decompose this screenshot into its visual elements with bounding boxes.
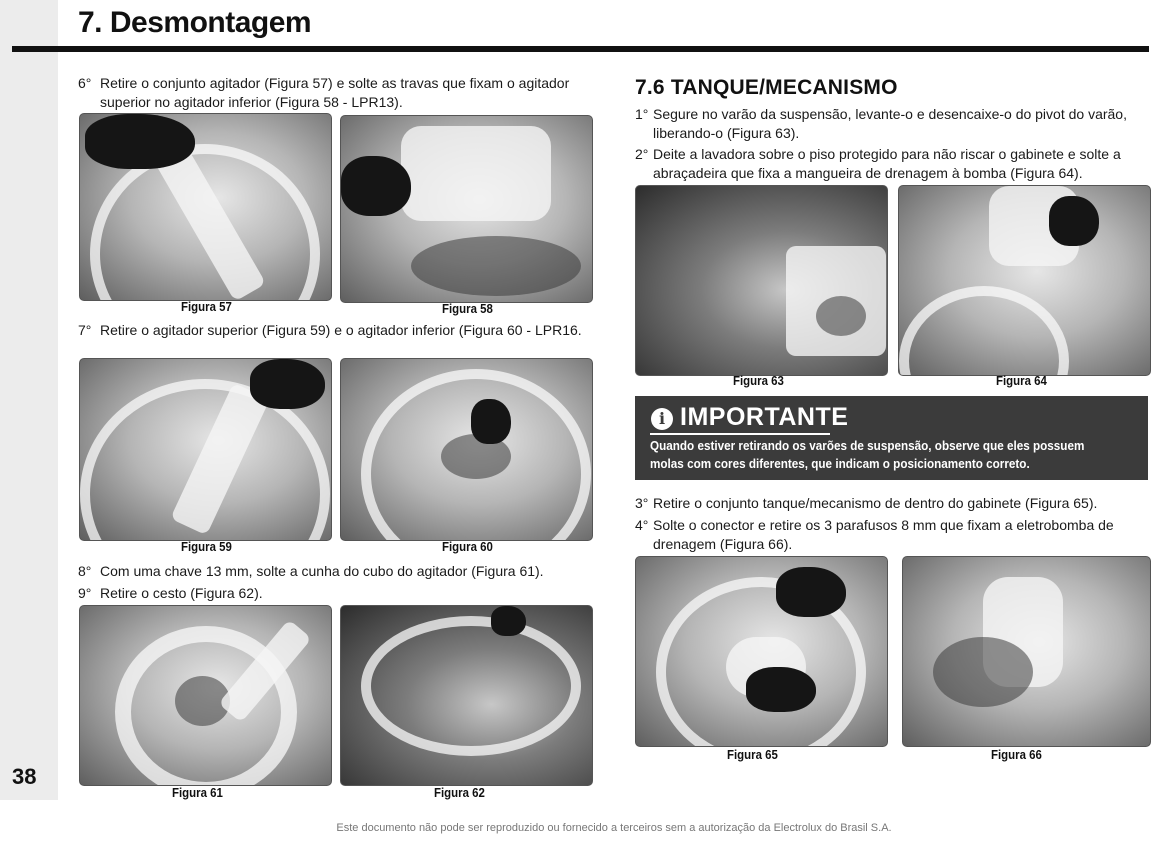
- figure-58-caption: Figura 58: [442, 301, 493, 316]
- step-7: [78, 321, 592, 340]
- figure-64-caption: Figura 64: [996, 373, 1047, 388]
- figure-61-photo: [79, 605, 332, 786]
- figure-66-caption: Figura 66: [991, 747, 1042, 762]
- figure-60-photo: [340, 358, 593, 541]
- figure-59-caption: Figura 59: [181, 539, 232, 554]
- step-number: 3°: [635, 495, 649, 511]
- figure-60-caption: Figura 60: [442, 539, 493, 554]
- important-notice: [635, 396, 1148, 480]
- page-title: 7. Desmontagem: [78, 6, 312, 39]
- figure-63-photo: [635, 185, 888, 376]
- figure-63-caption: Figura 63: [733, 373, 784, 388]
- figure-64-photo: [898, 185, 1151, 376]
- header-divider: [12, 46, 1149, 52]
- figure-58-photo: [340, 115, 593, 303]
- step-number: 2°: [635, 146, 649, 162]
- step-8: [78, 562, 592, 581]
- info-icon: i: [651, 408, 673, 430]
- step-number: 9°: [78, 585, 92, 601]
- step-4: [635, 516, 1150, 554]
- step-9: [78, 584, 592, 603]
- important-underline: [650, 433, 830, 435]
- step-1: [635, 105, 1150, 143]
- step-6: [78, 74, 592, 112]
- figure-66-photo: [902, 556, 1151, 747]
- figure-57-caption: Figura 57: [181, 299, 232, 314]
- page-margin-strip: [0, 0, 58, 800]
- important-title: IMPORTANTE: [680, 403, 849, 431]
- figure-65-photo: [635, 556, 888, 747]
- footer-disclaimer: Este documento não pode ser reproduzido ou fornecido a terceiros sem a autorização da Electrolux do Brasil S.A.: [336, 822, 892, 834]
- step-text: Retire o conjunto agitador (Figura 57) e solte as travas que fixam o agitador superior no agitador inferior (Figura 58 - LPR13).: [100, 75, 570, 110]
- important-text: Quando estiver retirando os varões de suspensão, observe que eles possuem molas com cores diferentes, que indicam o posicionamento correto.: [650, 438, 1085, 471]
- step-number: 7°: [78, 322, 92, 338]
- figure-62-caption: Figura 62: [434, 785, 485, 800]
- figure-65-caption: Figura 65: [727, 747, 778, 762]
- step-text: Segure no varão da suspensão, levante-o e desencaixe-o do pivot do varão, liberando-o (Figura 63).: [653, 106, 1127, 141]
- figure-61-caption: Figura 61: [172, 785, 223, 800]
- step-text: Retire o cesto (Figura 62).: [100, 585, 263, 601]
- page-number: 38: [12, 764, 37, 789]
- step-2: [635, 145, 1150, 183]
- figure-59-photo: [79, 358, 332, 541]
- step-3: [635, 494, 1150, 513]
- section-title: 7.6 TANQUE/MECANISMO: [635, 76, 898, 99]
- step-text: Deite a lavadora sobre o piso protegido para não riscar o gabinete e solte a abraçadeira que fixa a mangueira de drenagem à bomba (Figura 64).: [653, 146, 1121, 181]
- step-text: Retire o agitador superior (Figura 59) e o agitador inferior (Figura 60 - LPR16.: [100, 322, 582, 338]
- step-text: Retire o conjunto tanque/mecanismo de dentro do gabinete (Figura 65).: [653, 495, 1098, 511]
- step-number: 6°: [78, 75, 92, 91]
- step-number: 4°: [635, 517, 649, 533]
- step-text: Com uma chave 13 mm, solte a cunha do cubo do agitador (Figura 61).: [100, 563, 544, 579]
- figure-62-photo: [340, 605, 593, 786]
- step-text: Solte o conector e retire os 3 parafusos 8 mm que fixam a eletrobomba de drenagem (Figura 66).: [653, 517, 1114, 552]
- step-number: 8°: [78, 563, 92, 579]
- step-number: 1°: [635, 106, 649, 122]
- figure-57-photo: [79, 113, 332, 301]
